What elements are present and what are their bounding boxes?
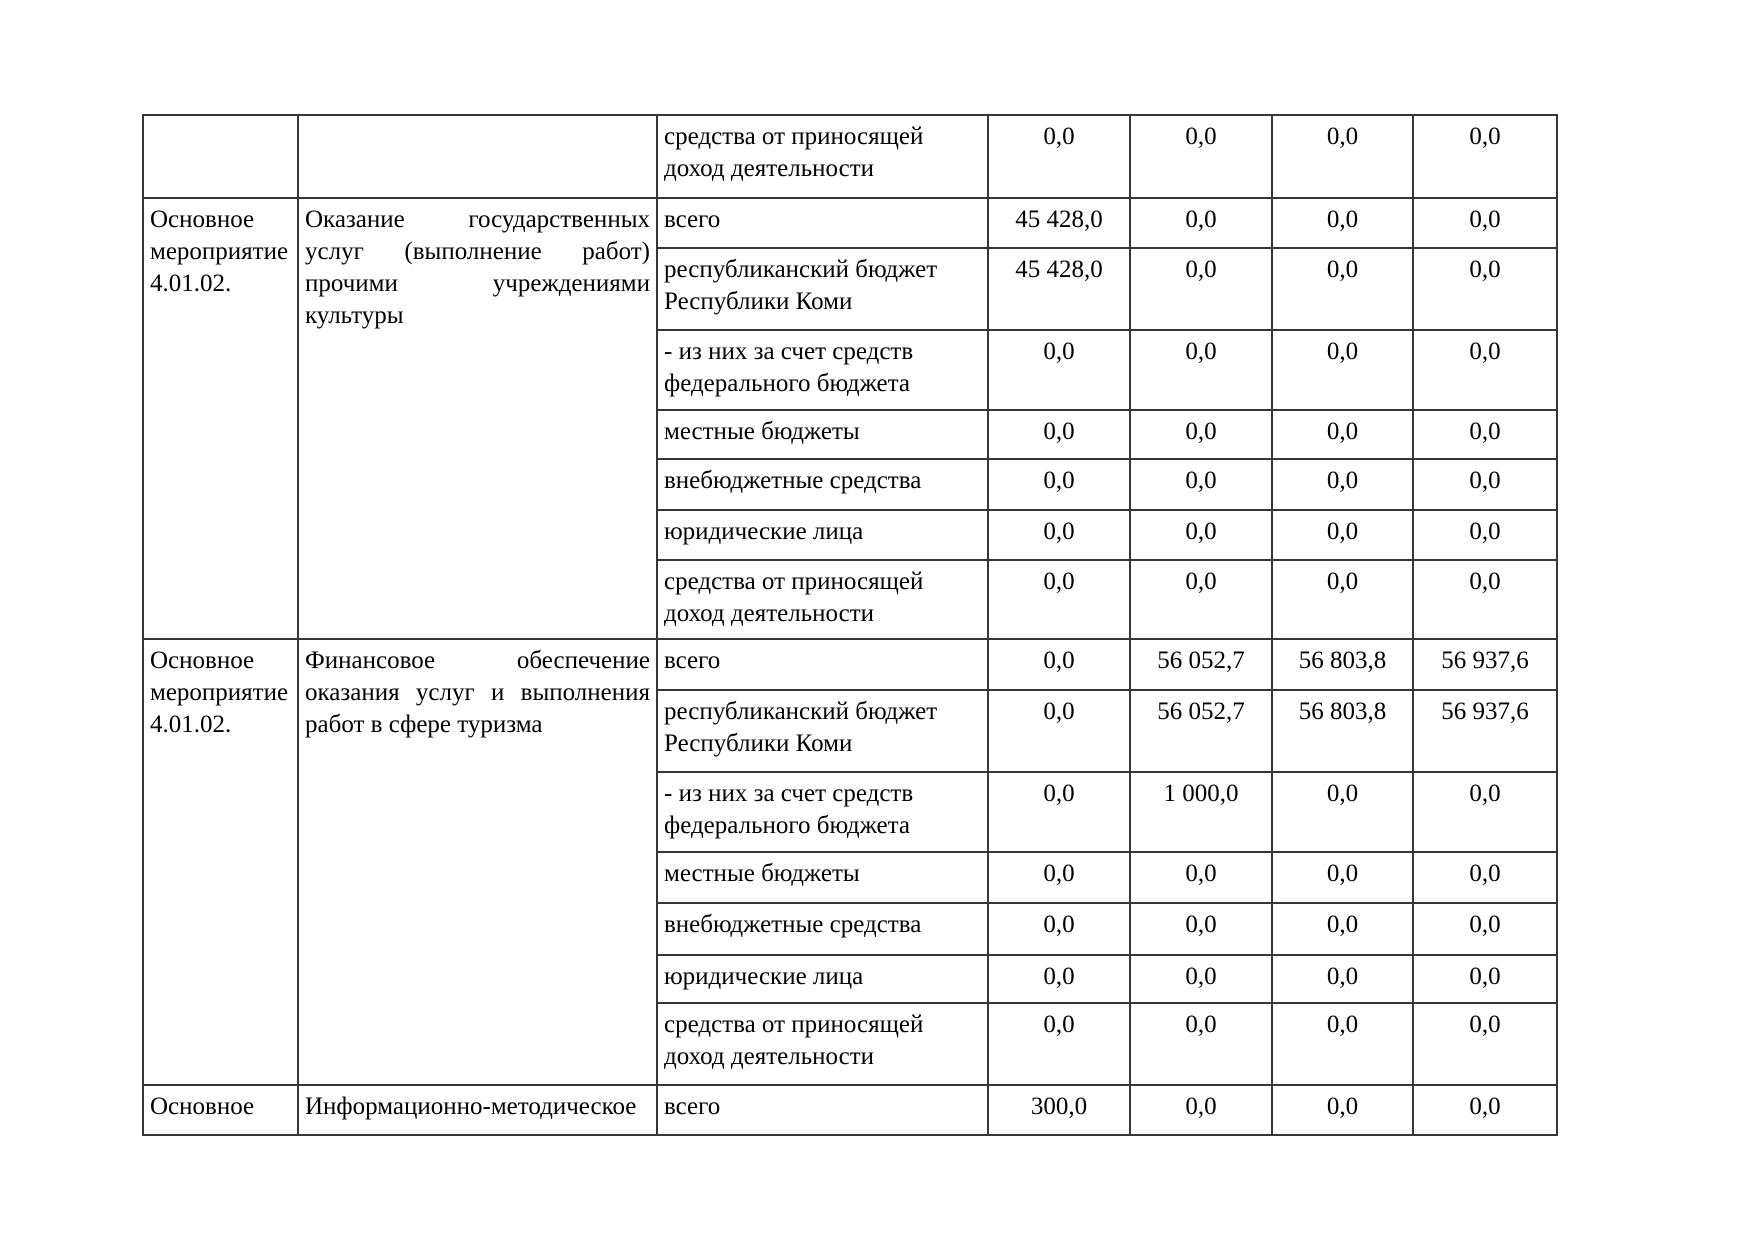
value-cell: 56 937,6 [1413, 639, 1557, 690]
value-cell: 0,0 [1272, 198, 1413, 248]
value-cell: 0,0 [988, 560, 1130, 639]
text-line: внебюджетные средства [664, 467, 922, 494]
value-cell: 0,0 [988, 410, 1130, 459]
activity-cell [143, 1085, 298, 1135]
value-cell: 45 428,0 [988, 248, 1130, 330]
funding-source-cell [657, 852, 988, 903]
budget-table [142, 114, 1558, 1136]
text-line: Основное [150, 1093, 255, 1120]
text-line: Республики Коми [664, 730, 853, 757]
text-line: Основное [150, 647, 255, 674]
text-line: культуры [305, 302, 404, 329]
text-line: 4.01.02. [150, 711, 232, 738]
funding-source-cell [657, 772, 988, 852]
value-cell: 0,0 [1272, 248, 1413, 330]
value-cell: 0,0 [1413, 510, 1557, 560]
activity-cell [143, 198, 298, 639]
table-row [143, 198, 1557, 248]
value-cell: 0,0 [988, 772, 1130, 852]
value-cell: 0,0 [988, 459, 1130, 510]
text-line: юридические лица [664, 963, 864, 990]
value-cell: 0,0 [1413, 410, 1557, 459]
value-cell: 0,0 [1413, 772, 1557, 852]
value-cell: 0,0 [1413, 955, 1557, 1003]
value-cell: 0,0 [1272, 115, 1413, 198]
value-cell: 0,0 [1272, 955, 1413, 1003]
description-cell [298, 115, 657, 198]
text-line: Основное [150, 206, 255, 233]
value-cell: 0,0 [1272, 772, 1413, 852]
value-cell: 0,0 [1130, 1085, 1272, 1135]
text-line: оказания услуг и выполнения [305, 679, 650, 706]
funding-source-cell [657, 198, 988, 248]
activity-cell [143, 115, 298, 198]
value-cell: 0,0 [988, 115, 1130, 198]
funding-source-cell [657, 955, 988, 1003]
value-cell: 0,0 [988, 1003, 1130, 1085]
description-cell [298, 639, 657, 1085]
description-cell [298, 1085, 657, 1135]
value-cell: 0,0 [1413, 115, 1557, 198]
text-line: местные бюджеты [664, 418, 860, 445]
funding-source-cell [657, 459, 988, 510]
funding-source-cell [657, 903, 988, 955]
value-cell: 0,0 [988, 903, 1130, 955]
value-cell: 0,0 [1413, 198, 1557, 248]
value-cell: 0,0 [1272, 560, 1413, 639]
text-line: средства от приносящей [664, 1011, 924, 1038]
value-cell: 0,0 [1130, 852, 1272, 903]
value-cell: 0,0 [988, 955, 1130, 1003]
value-cell: 0,0 [1130, 198, 1272, 248]
value-cell: 0,0 [1413, 852, 1557, 903]
text-line: доход деятельности [664, 600, 875, 627]
value-cell: 0,0 [1413, 248, 1557, 330]
value-cell: 0,0 [1272, 1003, 1413, 1085]
value-cell: 0,0 [1413, 1003, 1557, 1085]
value-cell: 0,0 [1130, 955, 1272, 1003]
value-cell: 0,0 [988, 690, 1130, 772]
text-line: средства от приносящей [664, 568, 924, 595]
text-line: юридические лица [664, 518, 864, 545]
text-line: всего [664, 206, 721, 233]
funding-source-cell [657, 248, 988, 330]
value-cell: 56 052,7 [1130, 690, 1272, 772]
text-line: федерального бюджета [664, 812, 910, 839]
value-cell: 0,0 [988, 330, 1130, 410]
text-line: услуг (выполнение работ) [305, 238, 650, 265]
value-cell: 0,0 [1130, 330, 1272, 410]
value-cell: 0,0 [988, 639, 1130, 690]
value-cell: 0,0 [1272, 330, 1413, 410]
funding-source-cell [657, 115, 988, 198]
text-line: всего [664, 1093, 721, 1120]
funding-source-cell [657, 690, 988, 772]
value-cell: 0,0 [1130, 1003, 1272, 1085]
text-line: всего [664, 647, 721, 674]
value-cell: 0,0 [1130, 410, 1272, 459]
value-cell: 0,0 [1130, 115, 1272, 198]
value-cell: 0,0 [1130, 248, 1272, 330]
value-cell: 0,0 [1272, 903, 1413, 955]
value-cell: 0,0 [1413, 330, 1557, 410]
text-line: прочими учреждениями [305, 270, 650, 297]
value-cell: 0,0 [1272, 459, 1413, 510]
value-cell: 0,0 [1413, 1085, 1557, 1135]
text-line: внебюджетные средства [664, 911, 922, 938]
text-line: мероприятие [150, 238, 289, 265]
funding-source-cell [657, 560, 988, 639]
value-cell: 0,0 [1130, 903, 1272, 955]
text-line: доход деятельности [664, 155, 875, 182]
value-cell: 0,0 [1413, 459, 1557, 510]
value-cell: 0,0 [1272, 852, 1413, 903]
value-cell: 56 803,8 [1272, 639, 1413, 690]
value-cell: 0,0 [988, 510, 1130, 560]
text-line: - из них за счет средств [664, 780, 914, 807]
text-line: - из них за счет средств [664, 338, 914, 365]
text-line: 4.01.02. [150, 270, 232, 297]
funding-source-cell [657, 510, 988, 560]
table-row [143, 639, 1557, 690]
table-row [143, 1085, 1557, 1135]
text-line: Республики Коми [664, 288, 853, 315]
value-cell: 300,0 [988, 1085, 1130, 1135]
funding-source-cell [657, 410, 988, 459]
value-cell: 0,0 [1130, 459, 1272, 510]
value-cell: 0,0 [1130, 510, 1272, 560]
text-line: Финансовое обеспечение [305, 647, 650, 674]
funding-source-cell [657, 1003, 988, 1085]
text-line: республиканский бюджет [664, 698, 938, 725]
table-row [143, 115, 1557, 198]
funding-source-cell [657, 330, 988, 410]
description-cell [298, 198, 657, 639]
text-line: Информационно-методическое [305, 1093, 637, 1120]
text-line: доход деятельности [664, 1043, 875, 1070]
value-cell: 0,0 [1413, 560, 1557, 639]
value-cell: 0,0 [1272, 1085, 1413, 1135]
value-cell: 0,0 [1413, 903, 1557, 955]
text-line: средства от приносящей [664, 123, 924, 150]
text-line: Оказание государственных [305, 206, 650, 233]
text-line: республиканский бюджет [664, 256, 938, 283]
value-cell: 0,0 [988, 852, 1130, 903]
funding-source-cell [657, 639, 988, 690]
value-cell: 56 052,7 [1130, 639, 1272, 690]
activity-cell [143, 639, 298, 1085]
value-cell: 1 000,0 [1130, 772, 1272, 852]
value-cell: 0,0 [1130, 560, 1272, 639]
value-cell: 45 428,0 [988, 198, 1130, 248]
value-cell: 56 937,6 [1413, 690, 1557, 772]
text-line: работ в сфере туризма [305, 711, 543, 738]
text-line: мероприятие [150, 679, 289, 706]
value-cell: 56 803,8 [1272, 690, 1413, 772]
text-line: федерального бюджета [664, 370, 910, 397]
funding-source-cell [657, 1085, 988, 1135]
text-line: местные бюджеты [664, 860, 860, 887]
value-cell: 0,0 [1272, 510, 1413, 560]
value-cell: 0,0 [1272, 410, 1413, 459]
